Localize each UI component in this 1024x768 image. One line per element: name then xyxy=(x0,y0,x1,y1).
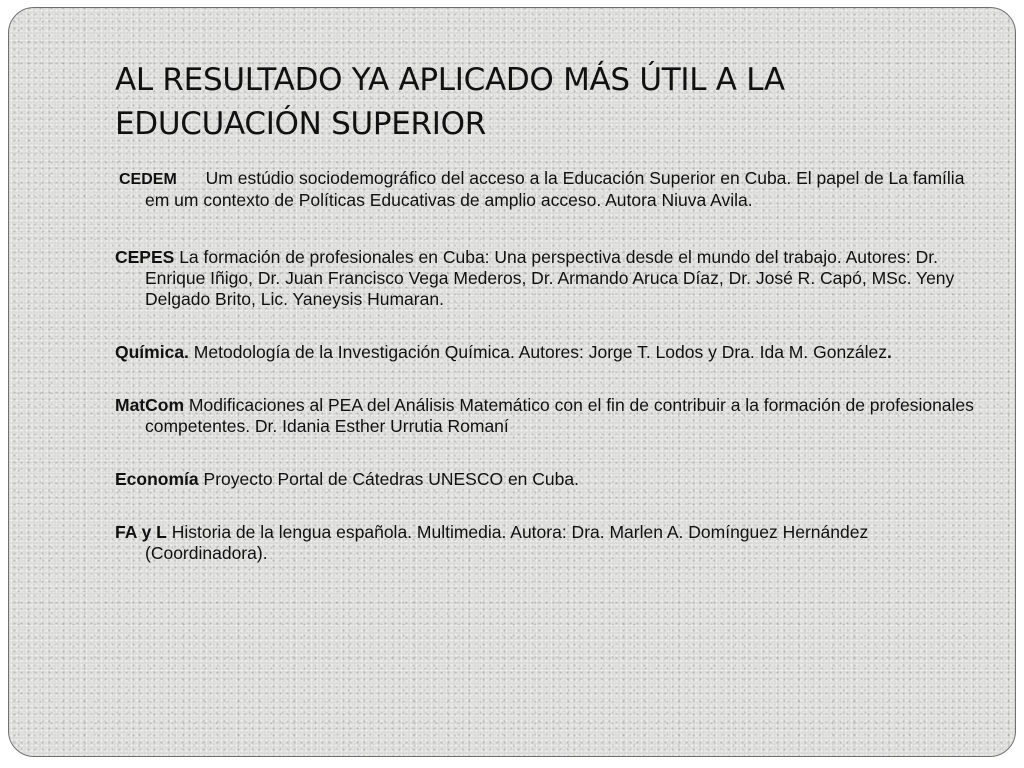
results-list xyxy=(115,168,985,596)
entry-key: Química. xyxy=(115,342,189,362)
slide-title: AL RESULTADO YA APLICADO MÁS ÚTIL A LA EDUCUACIÓN SUPERIOR xyxy=(115,62,785,142)
slide xyxy=(8,7,1016,757)
entry-key: Economía xyxy=(115,469,199,489)
entry-key: CEPES xyxy=(115,247,175,267)
entry-key: FA y L xyxy=(115,522,167,542)
entry-tail: . xyxy=(887,342,892,362)
entry-text: Metodología de la Investigación Química. Autores: Jorge T. Lodos y Dra. Ida M. González xyxy=(193,342,888,362)
entry-text: Historia de la lengua española. Multimedia. Autora: Dra. Marlen A. Domínguez Hernández (Coordinadora). xyxy=(145,522,869,563)
list-item xyxy=(115,395,985,437)
entry-text: Modificaciones al PEA del Análisis Matemático con el fin de contribuir a la formación de profesionales competentes. Dr. Idania Esther Urrutia Romaní xyxy=(145,395,974,436)
entry-text: La formación de profesionales en Cuba: Una perspectiva desde el mundo del trabajo. Autores: Dr. Enrique Iñigo, Dr. Juan Francisco Vega Mederos, Dr. Armando Aruca Díaz, Dr. José R. Capó, MSc. Yeny Delgado Brito, Lic. Yaneysis Humaran. xyxy=(145,247,955,309)
list-item xyxy=(115,168,985,211)
entry-text: Proyecto Portal de Cátedras UNESCO en Cuba. xyxy=(203,469,579,489)
entry-key: CEDEM xyxy=(119,171,177,188)
entry-text: Um estúdio sociodemográfico del acceso a la Educación Superior en Cuba. El papel de La família em um contexto de Políticas Educativas de amplio acceso. Autora Niuva Avila. xyxy=(145,168,965,210)
list-item xyxy=(115,247,985,310)
list-item xyxy=(115,342,985,363)
list-item xyxy=(115,522,985,564)
list-item xyxy=(115,469,985,490)
entry-key: MatCom xyxy=(115,395,185,415)
